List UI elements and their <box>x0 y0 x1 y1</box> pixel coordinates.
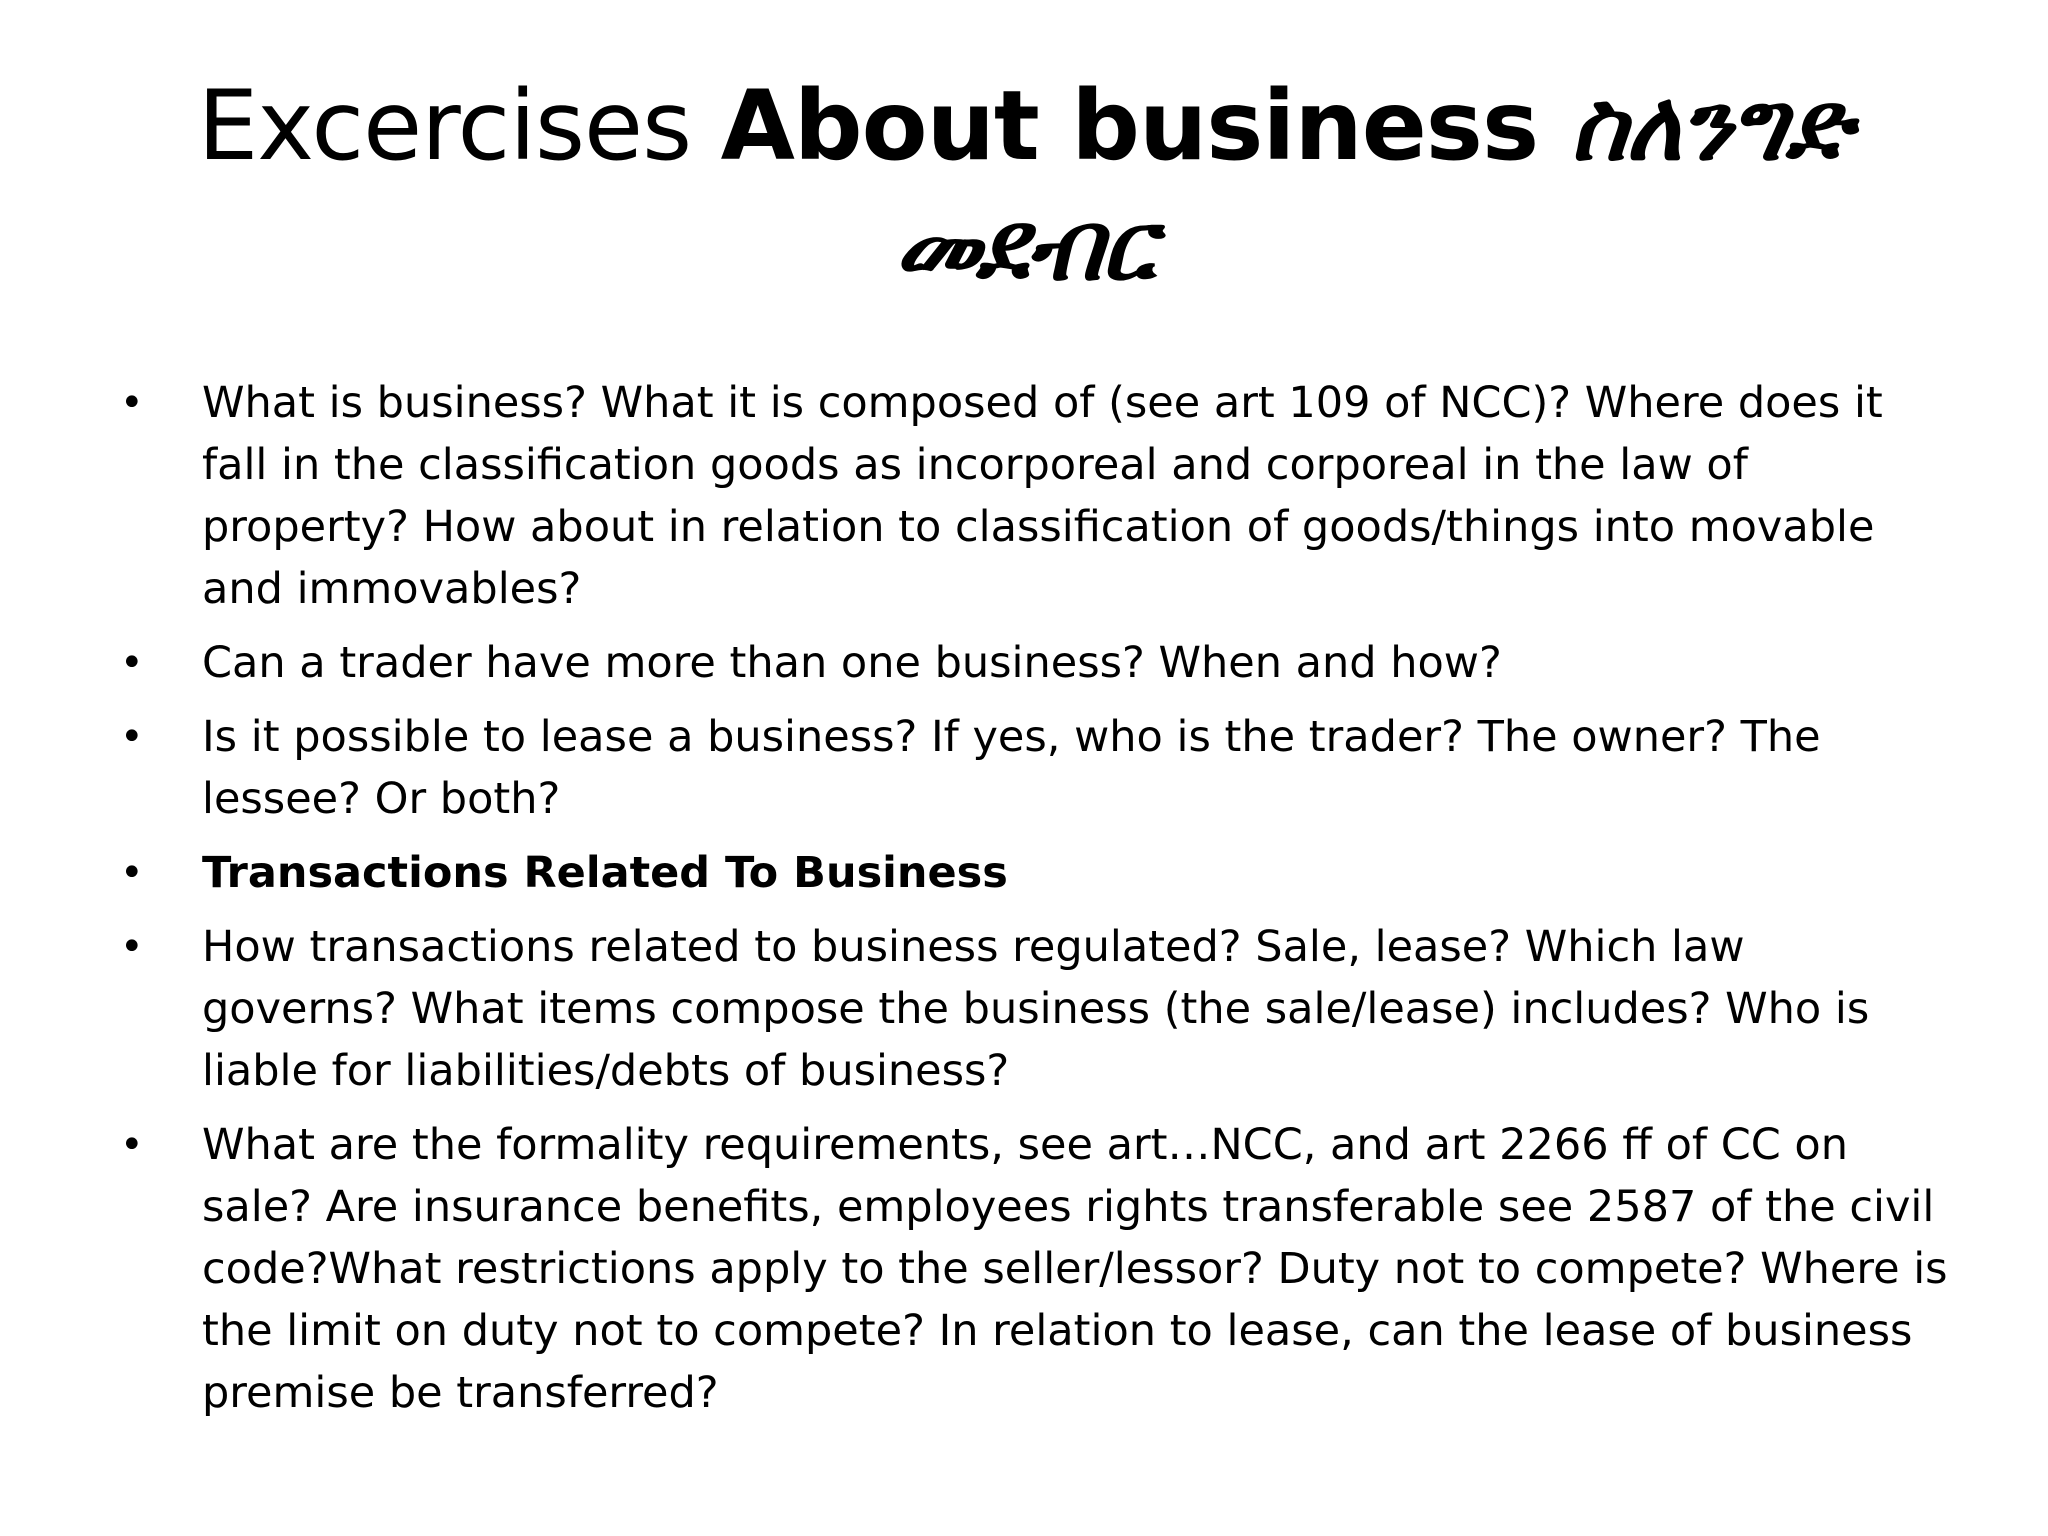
title-about-business: About business <box>720 70 1571 182</box>
bullet-text: How transactions related to business regulated? Sale, lease? Which law governs? What items compose the business (the sale/lease) includes? Who is liable for liabilities/debts of business? <box>202 922 1870 1096</box>
bullet-item <box>120 372 1950 620</box>
bullet-item <box>120 916 1950 1102</box>
bullet-dot-icon: • <box>120 380 144 426</box>
bullet-dot-icon: • <box>120 1122 144 1168</box>
bullet-text: Can a trader have more than one business? When and how? <box>202 638 1502 688</box>
bullet-item <box>120 632 1950 694</box>
bullet-dot-icon: • <box>120 640 144 686</box>
bullet-heading-text: Transactions Related To Business <box>202 848 1008 898</box>
bullet-text: What are the formality requirements, see art…NCC, and art 2266 ff of CC on sale? Are insurance benefits, employees rights transferable see 2587 of the civil code?What restrictions apply to the seller/lessor? Duty not to compete? Where is the limit on duty not to compete? In relation to lease, can the lease of business premise be transferred? <box>202 1120 1948 1418</box>
bullet-dot-icon: • <box>120 850 144 896</box>
slide-title <box>120 66 1928 306</box>
bullet-dot-icon: • <box>120 924 144 970</box>
bullet-list <box>120 372 1950 1436</box>
bullet-text: What is business? What it is composed of (see art 109 of NCC)? Where does it fall in the classification goods as incorporeal and corporeal in the law of property? How about in relation to classification of goods/things into movable and immovables? <box>202 378 1883 614</box>
title-excercises: Excercises <box>197 70 721 182</box>
bullet-item-heading <box>120 842 1950 904</box>
bullet-dot-icon: • <box>120 714 144 760</box>
bullet-item <box>120 706 1950 830</box>
bullet-text: Is it possible to lease a business? If yes, who is the trader? The owner? The lessee? Or both? <box>202 712 1821 824</box>
bullet-item <box>120 1114 1950 1424</box>
title-amharic: ስለንግድ መደብር <box>894 70 1851 302</box>
